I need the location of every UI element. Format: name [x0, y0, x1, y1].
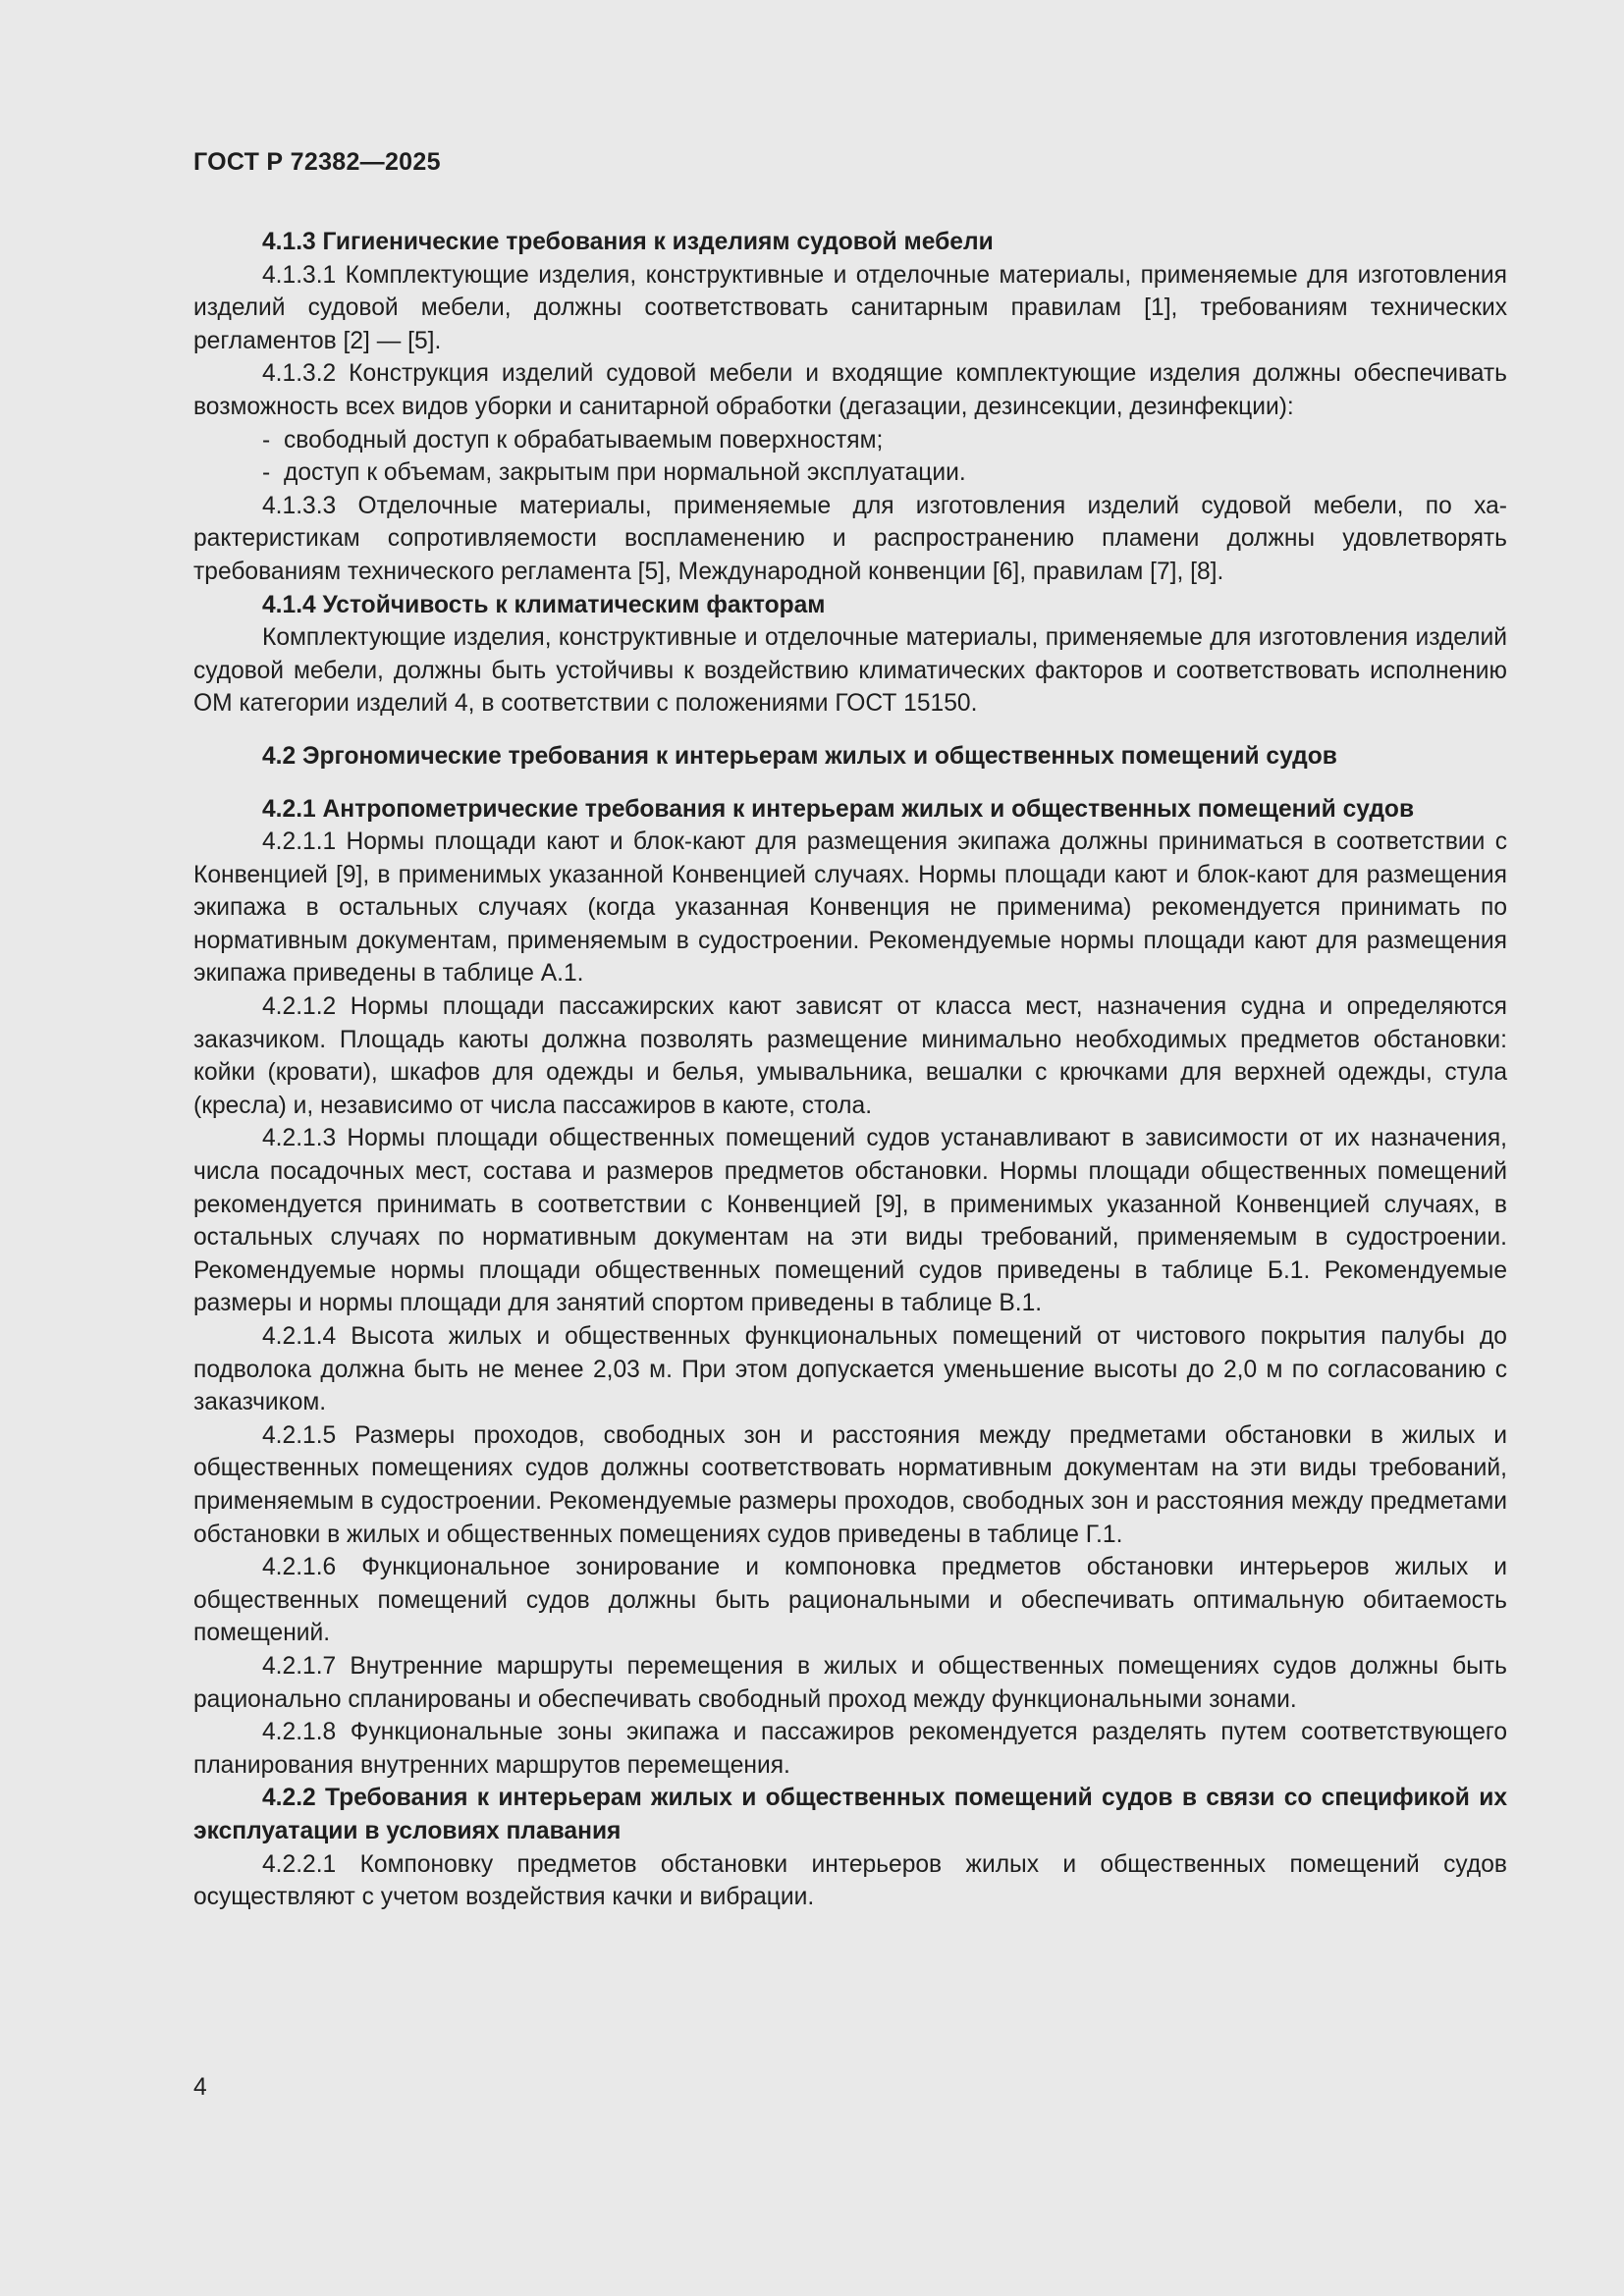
paragraph: 4.2.1.3 Нормы площади общественных помещений судов устанавливают в зависимости от их назначения, числа посадочных мест, состава и размеров предметов обстановки. Нормы площади общественных помещений рекомендуется принимать в соответствии с Конвенцией [9], в применимых указанной Конвенцией случаях, в остальных случаях по нормативным документам на эти виды требований, применяемым в судостроении. Рекомендуемые нормы площади общественных помещений судов приведены в таблице Б.1. Рекомендуемые размеры и нормы площади для занятий спортом приведены в таблице В.1.	[193, 1125, 1507, 1317]
paragraph: 4.2.1.5 Размеры проходов, свободных зон и расстояния между предметами обстановки в жилых и общественных помещениях судов должны соответствовать нормативным документам на эти виды требований, применяемым в судостроении. Рекомендуемые размеры проходов, свободных зон и расстояния между предметами обстановки в жилых и общественных помещениях судов приведены в таблице Г.1.	[193, 1421, 1507, 1548]
paragraph: 4.1.3.3 Отделочные материалы, применяемые для изготовления изделий судовой мебели, по характеристикам сопротивляемости воспламенению и распространению пламени должны удовлетворять требованиям технического регламента [5], Международной конвенции [6], правилам [7], [8].	[193, 492, 1507, 585]
bullet-item	[193, 424, 1507, 457]
bullet-text: свободный доступ к обрабатываемым поверхностям;	[284, 426, 884, 454]
paragraph: 4.1.3.1 Комплектующие изделия, конструктивные и отделочные материалы, применяемые для изготовления изделий судовой мебели, должны соответствовать санитарным правилам [1], требованиям технических регламентов [2] — [5].	[193, 261, 1507, 354]
section-heading: 4.2 Эргономические требования к интерьерам жилых и общественных помещений судов	[262, 742, 1337, 770]
document-code-header: ГОСТ Р 72382—2025	[193, 148, 441, 176]
paragraph: Комплектующие изделия, конструктивные и отделочные материалы, применяемые для изготовления изделий судовой мебели, должны быть устойчивы к воздействию климатических факторов и соответствовать исполнению ОМ категории изделий 4, в соответствии с положениями ГОСТ 15150.	[193, 624, 1507, 718]
section-heading: 4.1.4 Устойчивость к климатическим факторам	[262, 591, 826, 618]
document-body	[193, 226, 1507, 1914]
page-number: 4	[193, 2074, 207, 2101]
paragraph: 4.2.1.4 Высота жилых и общественных функциональных помещений от чистового покрытия палубы до подволока должна быть не менее 2,03 м. При этом допускается уменьшение высоты до 2,0 м по согласованию с заказчиком.	[193, 1323, 1507, 1416]
bullet-item	[193, 456, 1507, 490]
section-heading: 4.1.3 Гигиенические требования к изделиям судовой мебели	[262, 229, 994, 255]
bullet-marker: -	[262, 459, 271, 487]
paragraph: 4.2.2.1 Компоновку предметов обстановки интерьеров жилых и общественных помещений судов осуществляют с учетом воздействия качки и вибрации.	[193, 1850, 1507, 1911]
paragraph: 4.2.1.6 Функциональное зонирование и компоновка предметов обстановки интерьеров жилых и общественных помещений судов должны быть рациональными и обеспечивать оптимальную обитаемость помещений.	[193, 1554, 1507, 1647]
paragraph: 4.1.3.2 Конструкция изделий судовой мебели и входящие комплектующие изделия должны обеспечивать возможность всех видов уборки и санитарной обработки (дегазации, дезинсекции, дезинфекции):	[193, 360, 1507, 420]
paragraph: 4.2.1.1 Нормы площади кают и блок-кают для размещения экипажа должны приниматься в соответствии с Конвенцией [9], в применимых указанной Конвенцией случаях. Нормы площади кают и блок-кают для размещения экипажа в остальных случаях (когда указанная Конвенция не применима) рекомендуется принимать по нормативным документам, применяемым в судостроении. Рекомендуемые нормы площади кают для размещения экипажа приведены в таблице А.1.	[193, 828, 1507, 988]
bullet-text: доступ к объемам, закрытым при нормальной эксплуатации.	[284, 459, 966, 487]
paragraph: 4.2.1.7 Внутренние маршруты перемещения в жилых и общественных помещениях судов должны быть рационально спланированы и обеспечивать свободный проход между функциональными зонами.	[193, 1652, 1507, 1713]
section-heading: 4.2.1 Антропометрические требования к интерьерам жилых и общественных помещений судов	[262, 795, 1415, 823]
paragraph: 4.2.1.8 Функциональные зоны экипажа и пассажиров рекомендуется разделять путем соответствующего планирования внутренних маршрутов перемещения.	[193, 1719, 1507, 1779]
bullet-marker: -	[262, 426, 271, 454]
paragraph: 4.2.1.2 Нормы площади пассажирских кают зависят от класса мест, назначения судна и определяются заказчиком. Площадь каюты должна позволять размещение минимально необходимых предметов обстановки: койки (кровати), шкафов для одежды и белья, умывальника, вешалки с крючками для верхней одежды, стула (кресла) и, независимо от числа пассажиров в каюте, стола.	[193, 993, 1507, 1119]
section-heading: 4.2.2 Требования к интерьерам жилых и общественных помещений судов в связи со спецификой их эксплуатации в условиях плавания	[193, 1785, 1507, 1844]
